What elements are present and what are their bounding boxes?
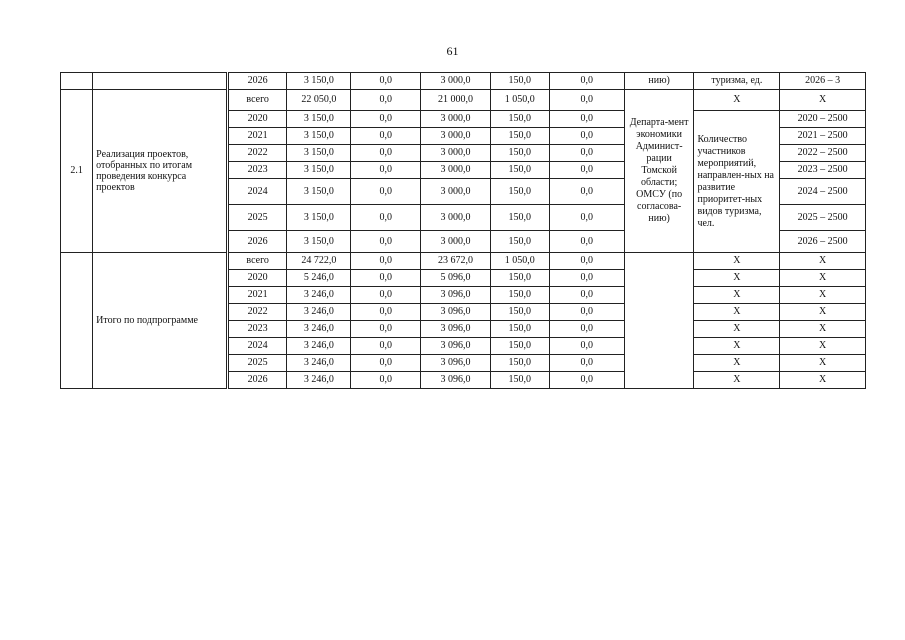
value-cell: 21 000,0: [421, 90, 491, 111]
value-cell: 0,0: [549, 179, 624, 205]
value-cell: 0,0: [549, 321, 624, 338]
executor-cell: нию): [624, 73, 694, 90]
target-mark-cell: X: [780, 90, 866, 111]
value-cell: 0,0: [549, 355, 624, 372]
value-cell: 0,0: [351, 304, 421, 321]
value-cell: 0,0: [351, 145, 421, 162]
value-cell: 3 000,0: [421, 128, 491, 145]
value-cell: 0,0: [351, 128, 421, 145]
name-cell: [93, 73, 228, 90]
value-cell: 1 050,0: [490, 253, 549, 270]
value-cell: 150,0: [490, 321, 549, 338]
value-cell: 0,0: [351, 90, 421, 111]
value-cell: 3 096,0: [421, 321, 491, 338]
row-number-cell: 2.1: [61, 90, 93, 253]
year-cell: 2026: [228, 372, 287, 389]
indicator-mark-cell: X: [694, 287, 780, 304]
indicator-mark-cell: X: [694, 253, 780, 270]
value-cell: 0,0: [351, 162, 421, 179]
value-cell: 150,0: [490, 179, 549, 205]
value-cell: 150,0: [490, 287, 549, 304]
total-cell: 3 150,0: [287, 128, 351, 145]
indicator-mark-cell: X: [694, 304, 780, 321]
target-mark-cell: X: [780, 304, 866, 321]
total-cell: 3 150,0: [287, 111, 351, 128]
target-cell: 2021 – 2500: [780, 128, 866, 145]
value-cell: 0,0: [549, 253, 624, 270]
value-cell: 0,0: [351, 253, 421, 270]
value-cell: 3 096,0: [421, 372, 491, 389]
value-cell: 0,0: [351, 111, 421, 128]
total-cell: 3 150,0: [287, 73, 351, 90]
value-cell: 0,0: [549, 145, 624, 162]
value-cell: 3 000,0: [421, 162, 491, 179]
value-cell: 0,0: [351, 287, 421, 304]
target-mark-cell: X: [780, 338, 866, 355]
value-cell: 150,0: [490, 205, 549, 231]
value-cell: 0,0: [351, 355, 421, 372]
value-cell: 1 050,0: [490, 90, 549, 111]
total-cell: 3 246,0: [287, 338, 351, 355]
target-cell: 2020 – 2500: [780, 111, 866, 128]
value-cell: 0,0: [549, 304, 624, 321]
indicator-mark-cell: X: [694, 270, 780, 287]
value-cell: 0,0: [549, 270, 624, 287]
value-cell: 150,0: [490, 372, 549, 389]
subprogram-total-name-cell: Итого по подпрограмме: [93, 253, 228, 389]
target-mark-cell: X: [780, 372, 866, 389]
value-cell: 0,0: [549, 128, 624, 145]
value-cell: 150,0: [490, 128, 549, 145]
year-cell: 2023: [228, 321, 287, 338]
value-cell: 0,0: [549, 231, 624, 253]
year-cell: 2021: [228, 128, 287, 145]
indicator-mark-cell: X: [694, 338, 780, 355]
value-cell: 150,0: [490, 304, 549, 321]
indicator-mark-cell: X: [694, 90, 780, 111]
value-cell: 0,0: [549, 372, 624, 389]
target-cell: 2022 – 2500: [780, 145, 866, 162]
year-cell: 2022: [228, 145, 287, 162]
value-cell: 0,0: [351, 321, 421, 338]
table-row: [61, 90, 866, 111]
total-cell: 3 246,0: [287, 321, 351, 338]
value-cell: 0,0: [549, 90, 624, 111]
year-cell: 2023: [228, 162, 287, 179]
value-cell: 0,0: [351, 372, 421, 389]
target-cell: 2026 – 2500: [780, 231, 866, 253]
value-cell: 3 000,0: [421, 145, 491, 162]
year-cell: всего: [228, 90, 287, 111]
row-number-cell: [61, 73, 93, 90]
indicator-mark-cell: X: [694, 372, 780, 389]
total-cell: 22 050,0: [287, 90, 351, 111]
value-cell: 3 000,0: [421, 179, 491, 205]
value-cell: 150,0: [490, 355, 549, 372]
total-cell: 3 150,0: [287, 179, 351, 205]
value-cell: 0,0: [549, 338, 624, 355]
year-cell: 2026: [228, 73, 287, 90]
year-cell: 2025: [228, 355, 287, 372]
value-cell: 3 000,0: [421, 231, 491, 253]
year-cell: всего: [228, 253, 287, 270]
value-cell: 0,0: [549, 162, 624, 179]
value-cell: 150,0: [490, 162, 549, 179]
value-cell: 0,0: [549, 205, 624, 231]
target-cell: 2026 – 3: [780, 73, 866, 90]
value-cell: 3 096,0: [421, 355, 491, 372]
total-cell: 3 246,0: [287, 355, 351, 372]
target-cell: 2024 – 2500: [780, 179, 866, 205]
indicator-cell: Количество участников мероприятий, направлен-ных на развитие приоритет-ных видов туризма, чел.: [694, 111, 780, 253]
value-cell: 5 096,0: [421, 270, 491, 287]
value-cell: 3 000,0: [421, 73, 491, 90]
year-cell: 2020: [228, 270, 287, 287]
value-cell: 0,0: [549, 287, 624, 304]
total-cell: 3 246,0: [287, 287, 351, 304]
value-cell: 0,0: [549, 73, 624, 90]
indicator-mark-cell: X: [694, 355, 780, 372]
target-cell: 2025 – 2500: [780, 205, 866, 231]
value-cell: 3 000,0: [421, 205, 491, 231]
target-cell: 2023 – 2500: [780, 162, 866, 179]
value-cell: 150,0: [490, 338, 549, 355]
total-cell: 3 150,0: [287, 145, 351, 162]
value-cell: 0,0: [351, 73, 421, 90]
page-number: 61: [446, 44, 459, 58]
target-mark-cell: X: [780, 287, 866, 304]
executor-cell: Департа-мент экономики Админист-рации Томской области; ОМСУ (по согласова-нию): [624, 90, 694, 253]
target-mark-cell: X: [780, 253, 866, 270]
table-row-top: [61, 73, 866, 90]
total-cell: 5 246,0: [287, 270, 351, 287]
indicator-mark-cell: X: [694, 321, 780, 338]
value-cell: 150,0: [490, 73, 549, 90]
year-cell: 2024: [228, 179, 287, 205]
value-cell: 3 000,0: [421, 111, 491, 128]
year-cell: 2022: [228, 304, 287, 321]
row-number-cell: [61, 253, 93, 389]
total-cell: 3 246,0: [287, 372, 351, 389]
target-mark-cell: X: [780, 355, 866, 372]
value-cell: 0,0: [351, 338, 421, 355]
year-cell: 2025: [228, 205, 287, 231]
total-cell: 3 246,0: [287, 304, 351, 321]
value-cell: 3 096,0: [421, 304, 491, 321]
year-cell: 2020: [228, 111, 287, 128]
value-cell: 3 096,0: [421, 287, 491, 304]
year-cell: 2024: [228, 338, 287, 355]
target-mark-cell: X: [780, 321, 866, 338]
value-cell: 3 096,0: [421, 338, 491, 355]
target-mark-cell: X: [780, 270, 866, 287]
value-cell: 150,0: [490, 145, 549, 162]
value-cell: 150,0: [490, 231, 549, 253]
value-cell: 0,0: [549, 111, 624, 128]
value-cell: 0,0: [351, 179, 421, 205]
subprogram-table: [60, 72, 866, 389]
value-cell: 0,0: [351, 205, 421, 231]
project-name-cell: Реализация проектов, отобранных по итогам проведения конкурса проектов: [93, 90, 228, 253]
total-cell: 24 722,0: [287, 253, 351, 270]
total-cell: 3 150,0: [287, 162, 351, 179]
value-cell: 150,0: [490, 111, 549, 128]
value-cell: 150,0: [490, 270, 549, 287]
value-cell: 23 672,0: [421, 253, 491, 270]
year-cell: 2021: [228, 287, 287, 304]
table-row: [61, 253, 866, 270]
indicator-cell: туризма, ед.: [694, 73, 780, 90]
value-cell: 0,0: [351, 231, 421, 253]
value-cell: 0,0: [351, 270, 421, 287]
total-cell: 3 150,0: [287, 231, 351, 253]
total-cell: 3 150,0: [287, 205, 351, 231]
executor-cell: [624, 253, 694, 389]
year-cell: 2026: [228, 231, 287, 253]
